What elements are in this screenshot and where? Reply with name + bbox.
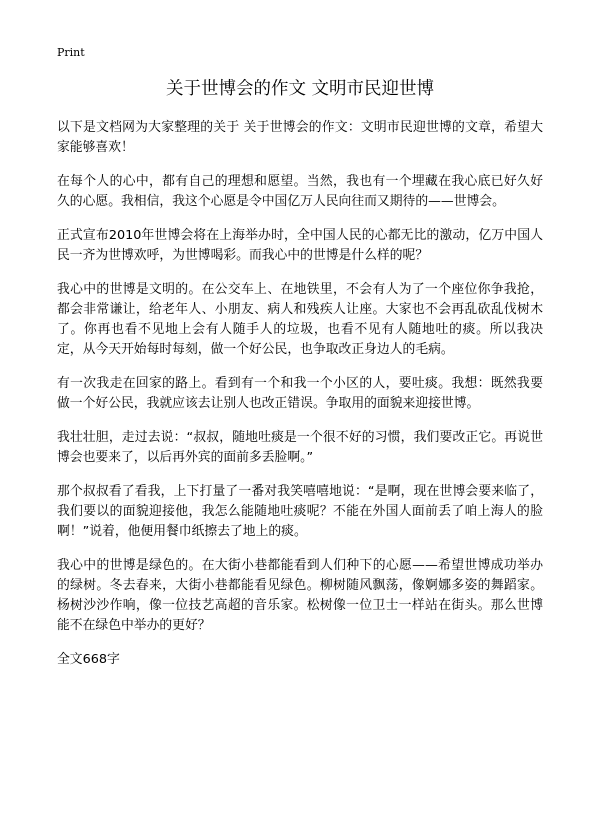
document-title: 关于世博会的作文 文明市民迎世博 [165, 79, 435, 99]
paragraph-uncle-reply: 那个叔叔看了看我，上下打量了一番对我笑嘻嘻地说：“是啊，现在世博会要来临了，我们要以的面貌迎接他，我怎么能随地吐痰呢？不能在外国人面前丢了咱上海人的脸啊！”说着，他便用餐巾纸擦去了地上的痰。 [57, 484, 543, 539]
paragraph-intro: 以下是文档网为大家整理的关于 关于世博会的作文：文明市民迎世博的文章，希望大家能够喜欢！ [57, 120, 543, 155]
paragraph-civilized-expo: 我心中的世博是文明的。在公交车上、在地铁里，不会有人为了一个座位你争我抢，都会非常谦让，给老年人、小朋友、病人和残疾人让座。大家也不会再乱砍乱伐树木了。你再也看不见地上会有人随手人的垃圾，也看不见有人随地吐的痰。所以我决定，从今天开始每时每刻，做一个好公民，也争取改正身边人的毛病。 [57, 282, 543, 357]
paragraph-announcement: 正式宣布2010年世博会将在上海举办时，全中国人民的心都无比的激动，亿万中国人民一齐为世博欢呼，为世博喝彩。而我心中的世博是什么样的呢？ [57, 228, 543, 263]
paragraph-wish: 在每个人的心中，都有自己的理想和愿望。当然，我也有一个埋藏在我心底已好久好久的心愿。我相信，我这个心愿是令中国亿万人民向往而又期待的——世博会。 [57, 174, 543, 209]
paragraph-way-home: 有一次我走在回家的路上。看到有一个和我一个小区的人，要吐痰。我想：既然我要做一个好公民，我就应该去让别人也改正错误。争取用的面貌来迎接世博。 [57, 376, 543, 411]
article-body [57, 118, 543, 670]
print-link[interactable]: Print [57, 46, 85, 59]
word-count: 全文668字 [57, 652, 120, 667]
paragraph-speaking-up: 我壮壮胆，走过去说：“叔叔，随地吐痰是一个很不好的习惯，我们要改正它。再说世博会也要来了，以后再外宾的面前多丢脸啊。” [57, 430, 543, 465]
paragraph-green-expo: 我心中的世博是绿色的。在大街小巷都能看到人们种下的心愿——希望世博成功举办的绿树。冬去春来，大街小巷都能看见绿色。柳树随风飘荡，像婀娜多姿的舞蹈家。杨树沙沙作响，像一位技艺高超的音乐家。松树像一位卫士一样站在街头。那么世博能不在绿色中举办的更好？ [57, 558, 543, 633]
